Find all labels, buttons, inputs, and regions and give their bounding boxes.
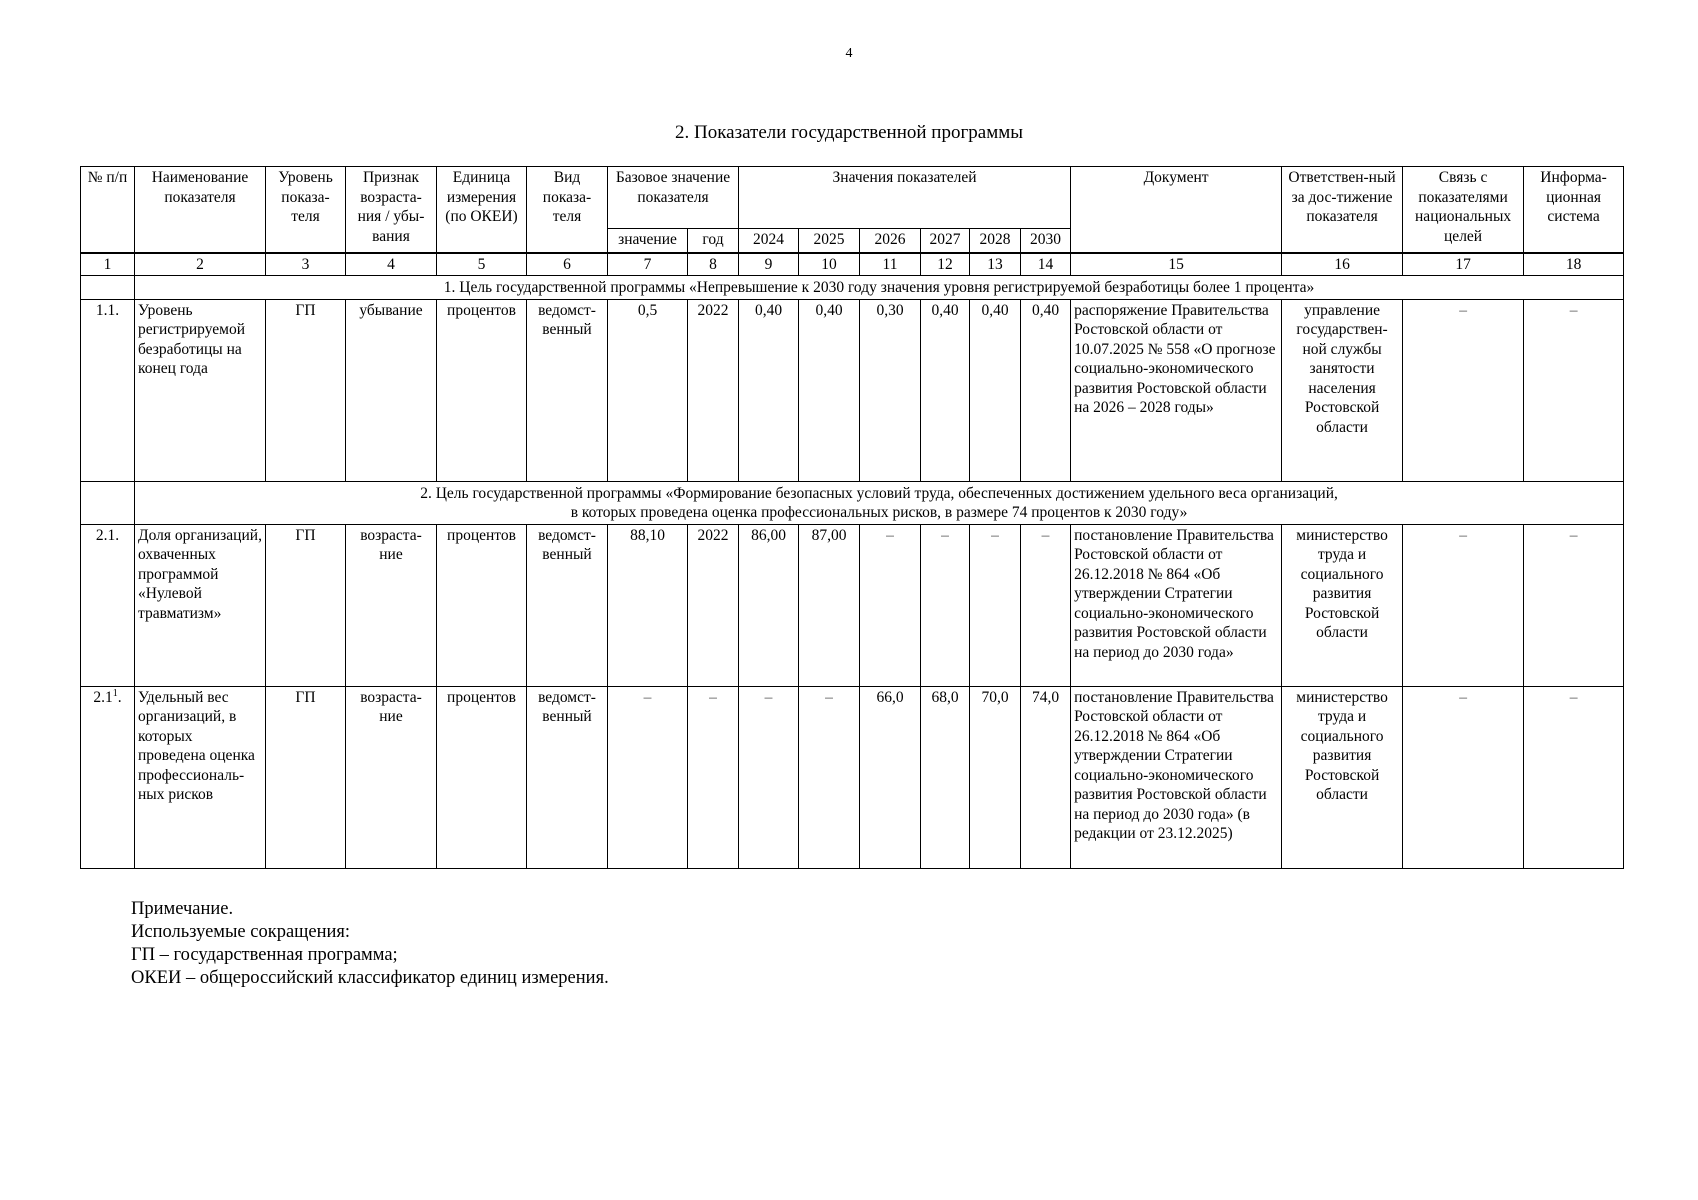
column-number: 2 <box>135 253 266 276</box>
row-no: 2.1. <box>81 524 135 686</box>
goal-1-text: 1. Цель государственной программы «Непревышение к 2030 году значения уровня регистрируемой безработицы более 1 процента» <box>135 275 1624 299</box>
header-level: Уровень показа-теля <box>266 167 346 253</box>
row-value-2024: 0,40 <box>739 299 799 481</box>
row-base-value: – <box>608 686 688 868</box>
column-number: 17 <box>1403 253 1524 276</box>
header-unit: Единица измерения (по ОКЕИ) <box>437 167 527 253</box>
row-no-text: 2.1 <box>93 688 113 706</box>
section-title: 2. Показатели государственной программы <box>674 122 1024 143</box>
header-base: Базовое значение показателя <box>608 167 739 229</box>
row-base-value: 0,5 <box>608 299 688 481</box>
column-number: 7 <box>608 253 688 276</box>
row-level: ГП <box>266 524 346 686</box>
column-number: 8 <box>688 253 739 276</box>
row-value-2024: 86,00 <box>739 524 799 686</box>
goal-empty-cell <box>81 275 135 299</box>
row-kind: ведомст-венный <box>527 299 608 481</box>
table-row <box>81 299 1624 481</box>
header-document: Документ <box>1071 167 1282 253</box>
row-value-2030: 74,0 <box>1021 686 1071 868</box>
header-year-2027: 2027 <box>921 229 970 253</box>
column-number: 12 <box>921 253 970 276</box>
header-sign: Признак возраста-ния / убы-вания <box>346 167 437 253</box>
notes <box>131 898 609 990</box>
row-value-2028: – <box>970 524 1021 686</box>
row-link: – <box>1403 299 1524 481</box>
goal-empty-cell <box>81 481 135 524</box>
row-value-2030: 0,40 <box>1021 299 1071 481</box>
row-sign: убывание <box>346 299 437 481</box>
row-base-year: – <box>688 686 739 868</box>
header-base-value: значение <box>608 229 688 253</box>
header-values: Значения показателей <box>739 167 1071 229</box>
goal-row-1 <box>81 275 1624 299</box>
row-no-superscript: 1 <box>112 687 118 699</box>
row-base-value: 88,10 <box>608 524 688 686</box>
row-value-2028: 70,0 <box>970 686 1021 868</box>
row-value-2028: 0,40 <box>970 299 1021 481</box>
row-responsible: министерство труда и социального развития Ростовской области <box>1282 524 1403 686</box>
row-value-2025: 87,00 <box>799 524 860 686</box>
row-base-year: 2022 <box>688 299 739 481</box>
abbreviation-gp: ГП – государственная программа; <box>131 945 398 965</box>
column-number: 9 <box>739 253 799 276</box>
column-number: 5 <box>437 253 527 276</box>
row-value-2026: – <box>860 524 921 686</box>
goal-2-text <box>135 481 1624 524</box>
header-info: Информа-ционная система <box>1524 167 1624 253</box>
column-number: 13 <box>970 253 1021 276</box>
row-link: – <box>1403 524 1524 686</box>
row-unit: процентов <box>437 299 527 481</box>
column-number: 4 <box>346 253 437 276</box>
row-value-2027: – <box>921 524 970 686</box>
row-base-year: 2022 <box>688 524 739 686</box>
header-name: Наименование показателя <box>135 167 266 253</box>
row-name: Удельный вес организаций, в которых проведена оценка профессиональ-ных рисков <box>135 686 266 868</box>
goal-2-line-1: 2. Цель государственной программы «Формирование безопасных условий труда, обеспеченных достижением удельного веса организаций, <box>420 484 1338 502</box>
header-base-year: год <box>688 229 739 253</box>
row-no: 1.1. <box>81 299 135 481</box>
column-number: 14 <box>1021 253 1071 276</box>
row-responsible: министерство труда и социального развития Ростовской области <box>1282 686 1403 868</box>
column-number: 6 <box>527 253 608 276</box>
header-year-2030: 2030 <box>1021 229 1071 253</box>
column-number: 11 <box>860 253 921 276</box>
row-info: – <box>1524 524 1624 686</box>
page-number: 4 <box>845 46 853 61</box>
row-sign: возраста-ние <box>346 524 437 686</box>
row-value-2026: 0,30 <box>860 299 921 481</box>
column-number: 18 <box>1524 253 1624 276</box>
header-year-2026: 2026 <box>860 229 921 253</box>
indicators-table <box>80 166 1624 869</box>
header-year-2025: 2025 <box>799 229 860 253</box>
table-row <box>81 524 1624 686</box>
goal-row-2 <box>81 481 1624 524</box>
row-kind: ведомст-венный <box>527 686 608 868</box>
notes-title: Примечание. <box>131 899 234 919</box>
column-number: 3 <box>266 253 346 276</box>
header-no: № п/п <box>81 167 135 253</box>
row-unit: процентов <box>437 524 527 686</box>
header-responsible: Ответствен-ный за дос-тижение показателя <box>1282 167 1403 253</box>
row-value-2025: 0,40 <box>799 299 860 481</box>
column-number: 10 <box>799 253 860 276</box>
row-unit: процентов <box>437 686 527 868</box>
row-value-2024: – <box>739 686 799 868</box>
row-level: ГП <box>266 686 346 868</box>
row-value-2027: 68,0 <box>921 686 970 868</box>
row-name: Доля организаций, охваченных программой «Нулевой травматизм» <box>135 524 266 686</box>
row-info: – <box>1524 299 1624 481</box>
column-number: 1 <box>81 253 135 276</box>
row-document: постановление Правительства Ростовской области от 26.12.2018 № 864 «Об утверждении Стратегии социально-экономического развития Ростовской области на период до 2030 года» (в редакции от 23.12.2025) <box>1071 686 1282 868</box>
row-info: – <box>1524 686 1624 868</box>
goal-2-line-2: в которых проведена оценка профессиональных рисков, в размере 74 процентов к 2030 году» <box>570 503 1188 521</box>
row-kind: ведомст-венный <box>527 524 608 686</box>
row-value-2026: 66,0 <box>860 686 921 868</box>
header-year-2028: 2028 <box>970 229 1021 253</box>
abbreviations-title: Используемые сокращения: <box>131 922 351 942</box>
abbreviation-okei: ОКЕИ – общероссийский классификатор единиц измерения. <box>131 968 609 988</box>
row-value-2027: 0,40 <box>921 299 970 481</box>
column-number: 16 <box>1282 253 1403 276</box>
header-row-1 <box>81 167 1624 229</box>
header-year-2024: 2024 <box>739 229 799 253</box>
header-kind: Вид показа-теля <box>527 167 608 253</box>
column-number: 15 <box>1071 253 1282 276</box>
row-document: постановление Правительства Ростовской области от 26.12.2018 № 864 «Об утверждении Стратегии социально-экономического развития Ростовской области на период до 2030 года» <box>1071 524 1282 686</box>
row-document: распоряжение Правительства Ростовской области от 10.07.2025 № 558 «О прогнозе социально-экономического развития Ростовской области на 2026 – 2028 годы» <box>1071 299 1282 481</box>
row-value-2025: – <box>799 686 860 868</box>
table-row <box>81 686 1624 868</box>
row-no <box>81 686 135 868</box>
row-value-2030: – <box>1021 524 1071 686</box>
column-numbers-row <box>81 253 1624 276</box>
row-sign: возраста-ние <box>346 686 437 868</box>
row-name: Уровень регистрируемой безработицы на конец года <box>135 299 266 481</box>
row-no-suffix: . <box>117 688 122 706</box>
header-link: Связь с показателями национальных целей <box>1403 167 1524 253</box>
row-link: – <box>1403 686 1524 868</box>
row-level: ГП <box>266 299 346 481</box>
row-responsible: управление государствен-ной службы занятости населения Ростовской области <box>1282 299 1403 481</box>
